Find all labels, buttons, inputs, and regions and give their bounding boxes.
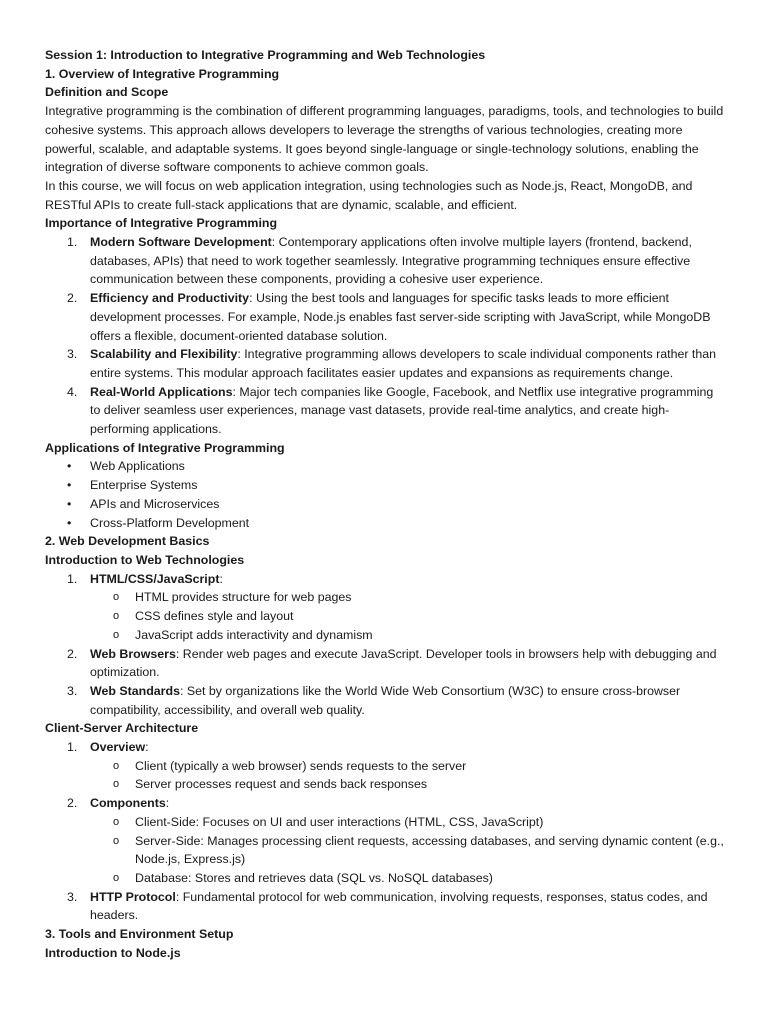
sub-list-item [45, 626, 725, 645]
document-page [45, 46, 725, 962]
importance-list [45, 233, 725, 439]
circle-bullet-icon: o [113, 871, 120, 884]
bullet-icon: • [67, 496, 72, 511]
list-item [45, 289, 725, 345]
bullet-icon: • [67, 515, 72, 530]
list-text: CSS defines style and layout [135, 609, 294, 624]
nodejs-heading: Introduction to Node.js [45, 945, 181, 960]
client-server-list [45, 738, 725, 757]
list-text: Client-Side: Focuses on UI and user interactions (HTML, CSS, JavaScript) [135, 814, 544, 829]
list-term: Overview [90, 740, 146, 755]
section-3-heading: 3. Tools and Environment Setup [45, 927, 234, 942]
list-item [45, 476, 725, 495]
definition-paragraph-2: In this course, we will focus on web application integration, using technologies such as Node.js, React, MongoDB, and RESTful APIs to create full-stack applications that are dynamic, scalable, and efficient. [45, 178, 693, 212]
list-number: 2. [67, 291, 78, 306]
list-number: 3. [67, 889, 78, 904]
applications-list [45, 457, 725, 532]
list-text: : [145, 740, 149, 755]
list-text: Database: Stores and retrieves data (SQL vs. NoSQL databases) [135, 870, 493, 885]
sub-list-item [45, 607, 725, 626]
list-item [45, 383, 725, 439]
web-tech-list [45, 570, 725, 589]
list-text: : Using the best tools and languages for specific tasks leads to more efficient development processes. For example, Node.js enables fast server-side scripting with JavaScript, while MongoDB offers a flexible, document-oriented database solution. [90, 291, 711, 343]
list-text: : Major tech companies like Google, Facebook, and Netflix use integrative programming to deliver seamless user experiences, manage vast datasets, provide real-time analytics, and create high-performing applications. [90, 384, 714, 437]
list-term: HTML/CSS/JavaScript [90, 571, 220, 586]
circle-bullet-icon: o [113, 834, 120, 847]
sub-list [45, 813, 725, 888]
importance-heading: Importance of Integrative Programming [45, 216, 278, 231]
list-number: 1. [67, 571, 78, 586]
client-server-heading: Client-Server Architecture [45, 721, 199, 736]
list-item [45, 457, 725, 476]
web-tech-heading: Introduction to Web Technologies [45, 552, 245, 567]
bullet-icon: • [67, 478, 72, 493]
list-item [45, 514, 725, 533]
list-text: Server processes request and sends back responses [135, 777, 428, 792]
list-number: 4. [67, 384, 78, 399]
session-title: Session 1: Introduction to Integrative Programming and Web Technologies [45, 48, 486, 62]
list-number: 3. [67, 683, 78, 698]
list-number: 2. [67, 796, 78, 811]
circle-bullet-icon: o [113, 628, 120, 641]
section-2-heading: 2. Web Development Basics [45, 534, 210, 549]
list-item [45, 345, 725, 382]
definition-heading: Definition and Scope [45, 85, 169, 100]
list-term: Components [90, 796, 166, 811]
circle-bullet-icon: o [113, 610, 120, 623]
circle-bullet-icon: o [113, 778, 120, 791]
sub-list-item [45, 869, 725, 888]
list-text: : [219, 571, 223, 586]
list-text: : Integrative programming allows developers to scale individual components rather than entire systems. This modular approach facilitates easier updates and expansions as requirements change. [90, 347, 717, 380]
list-term: HTTP Protocol [90, 889, 176, 904]
list-text: : Fundamental protocol for web communication, involving requests, responses, status codes, and headers. [90, 889, 708, 923]
list-text: : Set by organizations like the World Wide Web Consortium (W3C) to ensure cross-browser compatibility, accessibility, and overall web quality. [90, 683, 681, 717]
list-text: Web Applications [90, 459, 185, 474]
section-1-heading: 1. Overview of Integrative Programming [45, 66, 280, 81]
circle-bullet-icon: o [113, 815, 120, 828]
list-item [45, 233, 725, 289]
web-tech-list-continued [45, 645, 725, 720]
sub-list-item [45, 832, 725, 869]
list-text: JavaScript adds interactivity and dynamism [135, 627, 373, 642]
list-term: Efficiency and Productivity [90, 291, 250, 306]
circle-bullet-icon: o [113, 591, 120, 604]
sub-list [45, 588, 725, 644]
list-item [45, 888, 725, 925]
list-item [45, 495, 725, 514]
list-text: APIs and Microservices [90, 496, 220, 511]
list-item [45, 570, 725, 589]
list-term: Real-World Applications [90, 384, 233, 399]
list-text: Cross-Platform Development [90, 515, 250, 530]
list-text: : Render web pages and execute JavaScript. Developer tools in browsers help with debugging and optimization. [90, 646, 717, 680]
bullet-icon: • [67, 459, 72, 474]
list-item [45, 738, 725, 757]
client-server-list-3 [45, 888, 725, 925]
sub-list-item [45, 588, 725, 607]
client-server-list-2 [45, 794, 725, 813]
applications-heading: Applications of Integrative Programming [45, 440, 285, 455]
list-text: : [165, 796, 170, 811]
list-text: HTML provides structure for web pages [135, 590, 352, 605]
sub-list-item [45, 775, 725, 794]
circle-bullet-icon: o [113, 759, 120, 772]
sub-list [45, 757, 725, 794]
list-text: Enterprise Systems [90, 478, 198, 493]
list-number: 1. [67, 235, 78, 250]
list-item [45, 645, 725, 682]
list-term: Scalability and Flexibility [90, 347, 238, 362]
sub-list-item [45, 813, 725, 832]
list-item [45, 682, 725, 719]
list-number: 3. [67, 347, 78, 362]
list-text: Server-Side: Manages processing client requests, accessing databases, and serving dynamic content (e.g., Node.js, Express.js) [135, 833, 724, 867]
definition-paragraph-1: Integrative programming is the combination of different programming languages, paradigms, tools, and technologies to build cohesive systems. This approach allows developers to leverage the strengths of various technologies, creating more powerful, scalable, and adaptable systems. It goes beyond single-language or single-technology solutions, enabling the integration of diverse software components to achieve common goals. [45, 104, 724, 175]
list-text: Client (typically a web browser) sends requests to the server [135, 758, 467, 773]
sub-list-item [45, 757, 725, 776]
list-term: Web Browsers [90, 646, 176, 661]
list-text: : Contemporary applications often involve multiple layers (frontend, backend, databases, APIs) that need to work together seamlessly. Integrative programming techniques ensure effective communication between these components, providing a cohesive user experience. [90, 235, 692, 287]
list-item [45, 794, 725, 813]
list-term: Modern Software Development [90, 235, 272, 250]
list-number: 2. [67, 646, 78, 661]
list-number: 1. [67, 740, 78, 755]
list-term: Web Standards [90, 683, 180, 698]
